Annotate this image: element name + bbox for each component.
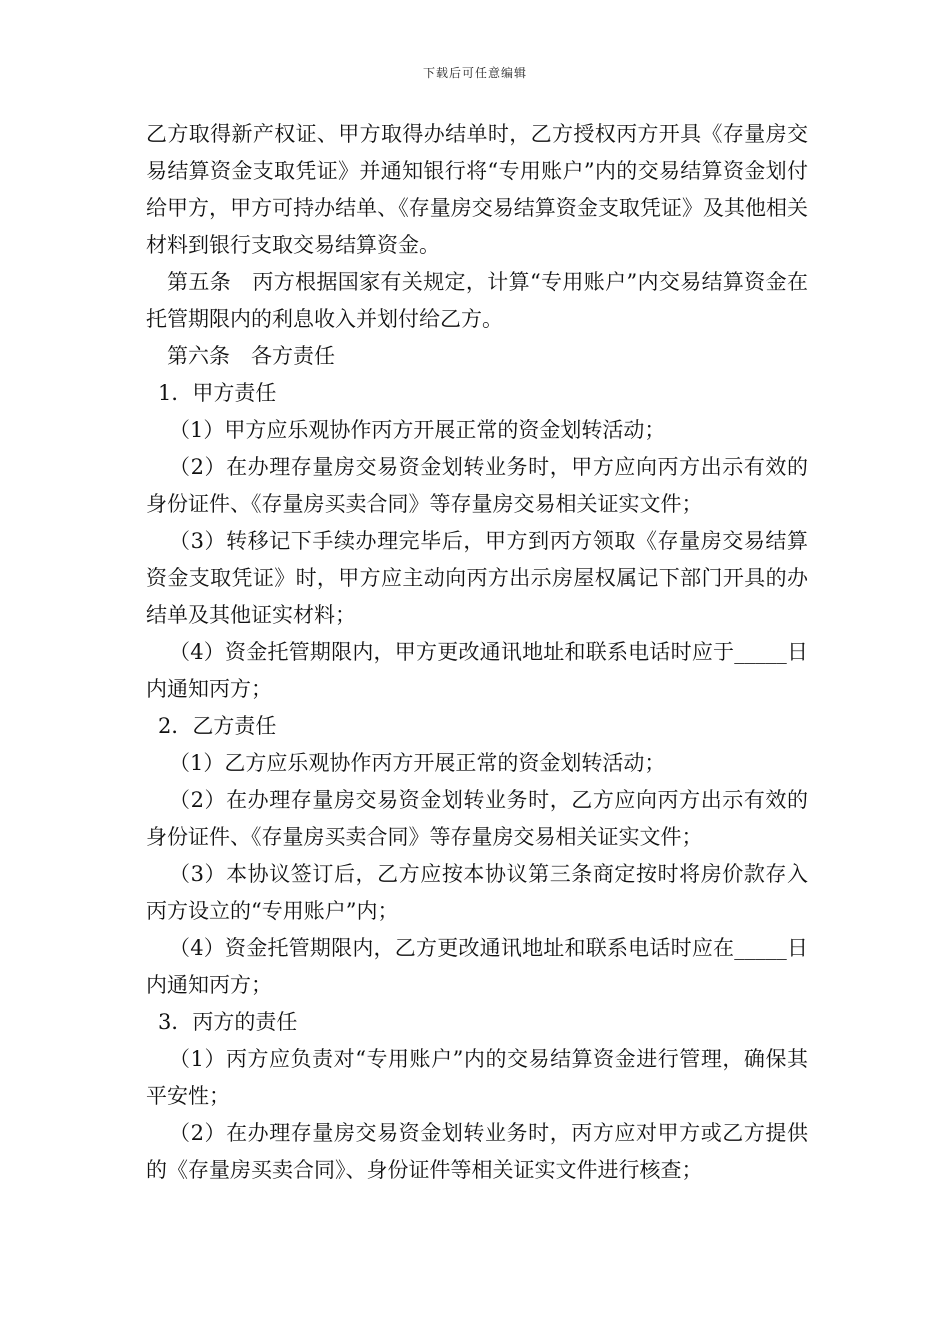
page-header: 下载后可任意编辑 — [422, 66, 527, 80]
party-a-item-1: （1）甲方应乐观协作丙方开展正常的资金划转活动； — [169, 418, 666, 442]
party-c-item-1: （1）丙方应负责对“专用账户”内的交易结算资金进行管理，确保其平安性； — [146, 1047, 808, 1108]
party-a-item-2: （2）在办理存量房交易资金划转业务时，甲方应向丙方出示有效的身份证件、《存量房买卖合同》等存量房交易相关证实文件； — [146, 455, 808, 516]
article-5: 第五条 丙方根据国家有关规定，计算“专用账户”内交易结算资金在托管期限内的利息收入并划付给乙方。 — [146, 270, 808, 331]
document-body — [146, 116, 808, 1189]
party-b-item-3: （3）本协议签订后，乙方应按本协议第三条商定按时将房价款存入丙方设立的“专用账户”内； — [146, 862, 808, 923]
party-b-item-4: （4）资金托管期限内，乙方更改通讯地址和联系电话时应在_____日内通知丙方； — [146, 936, 808, 997]
paragraph-transfer-conditions: 乙方取得新产权证、甲方取得办结单时，乙方授权丙方开具《存量房交易结算资金支取凭证》并通知银行将“专用账户”内的交易结算资金划付给甲方，甲方可持办结单、《存量房交易结算资金支取凭证》及其他相关材料到银行支取交易结算资金。 — [146, 122, 808, 257]
party-a-heading: 1．甲方责任 — [158, 381, 277, 405]
article-6-heading: 第六条 各方责任 — [167, 344, 335, 368]
party-a-item-3: （3）转移记下手续办理完毕后，甲方到丙方领取《存量房交易结算资金支取凭证》时，甲方应主动向丙方出示房屋权属记下部门开具的办结单及其他证实材料； — [146, 529, 808, 627]
party-c-item-2: （2）在办理存量房交易资金划转业务时，丙方应对甲方或乙方提供的《存量房买卖合同》、身份证件等相关证实文件进行核查； — [146, 1121, 808, 1182]
party-c-heading: 3．丙方的责任 — [158, 1010, 298, 1034]
party-b-item-1: （1）乙方应乐观协作丙方开展正常的资金划转活动； — [169, 751, 666, 775]
party-b-heading: 2．乙方责任 — [158, 714, 277, 738]
party-b-item-2: （2）在办理存量房交易资金划转业务时，乙方应向丙方出示有效的身份证件、《存量房买卖合同》等存量房交易相关证实文件； — [146, 788, 808, 849]
party-a-item-4: （4）资金托管期限内，甲方更改通讯地址和联系电话时应于_____日内通知丙方； — [146, 640, 808, 701]
